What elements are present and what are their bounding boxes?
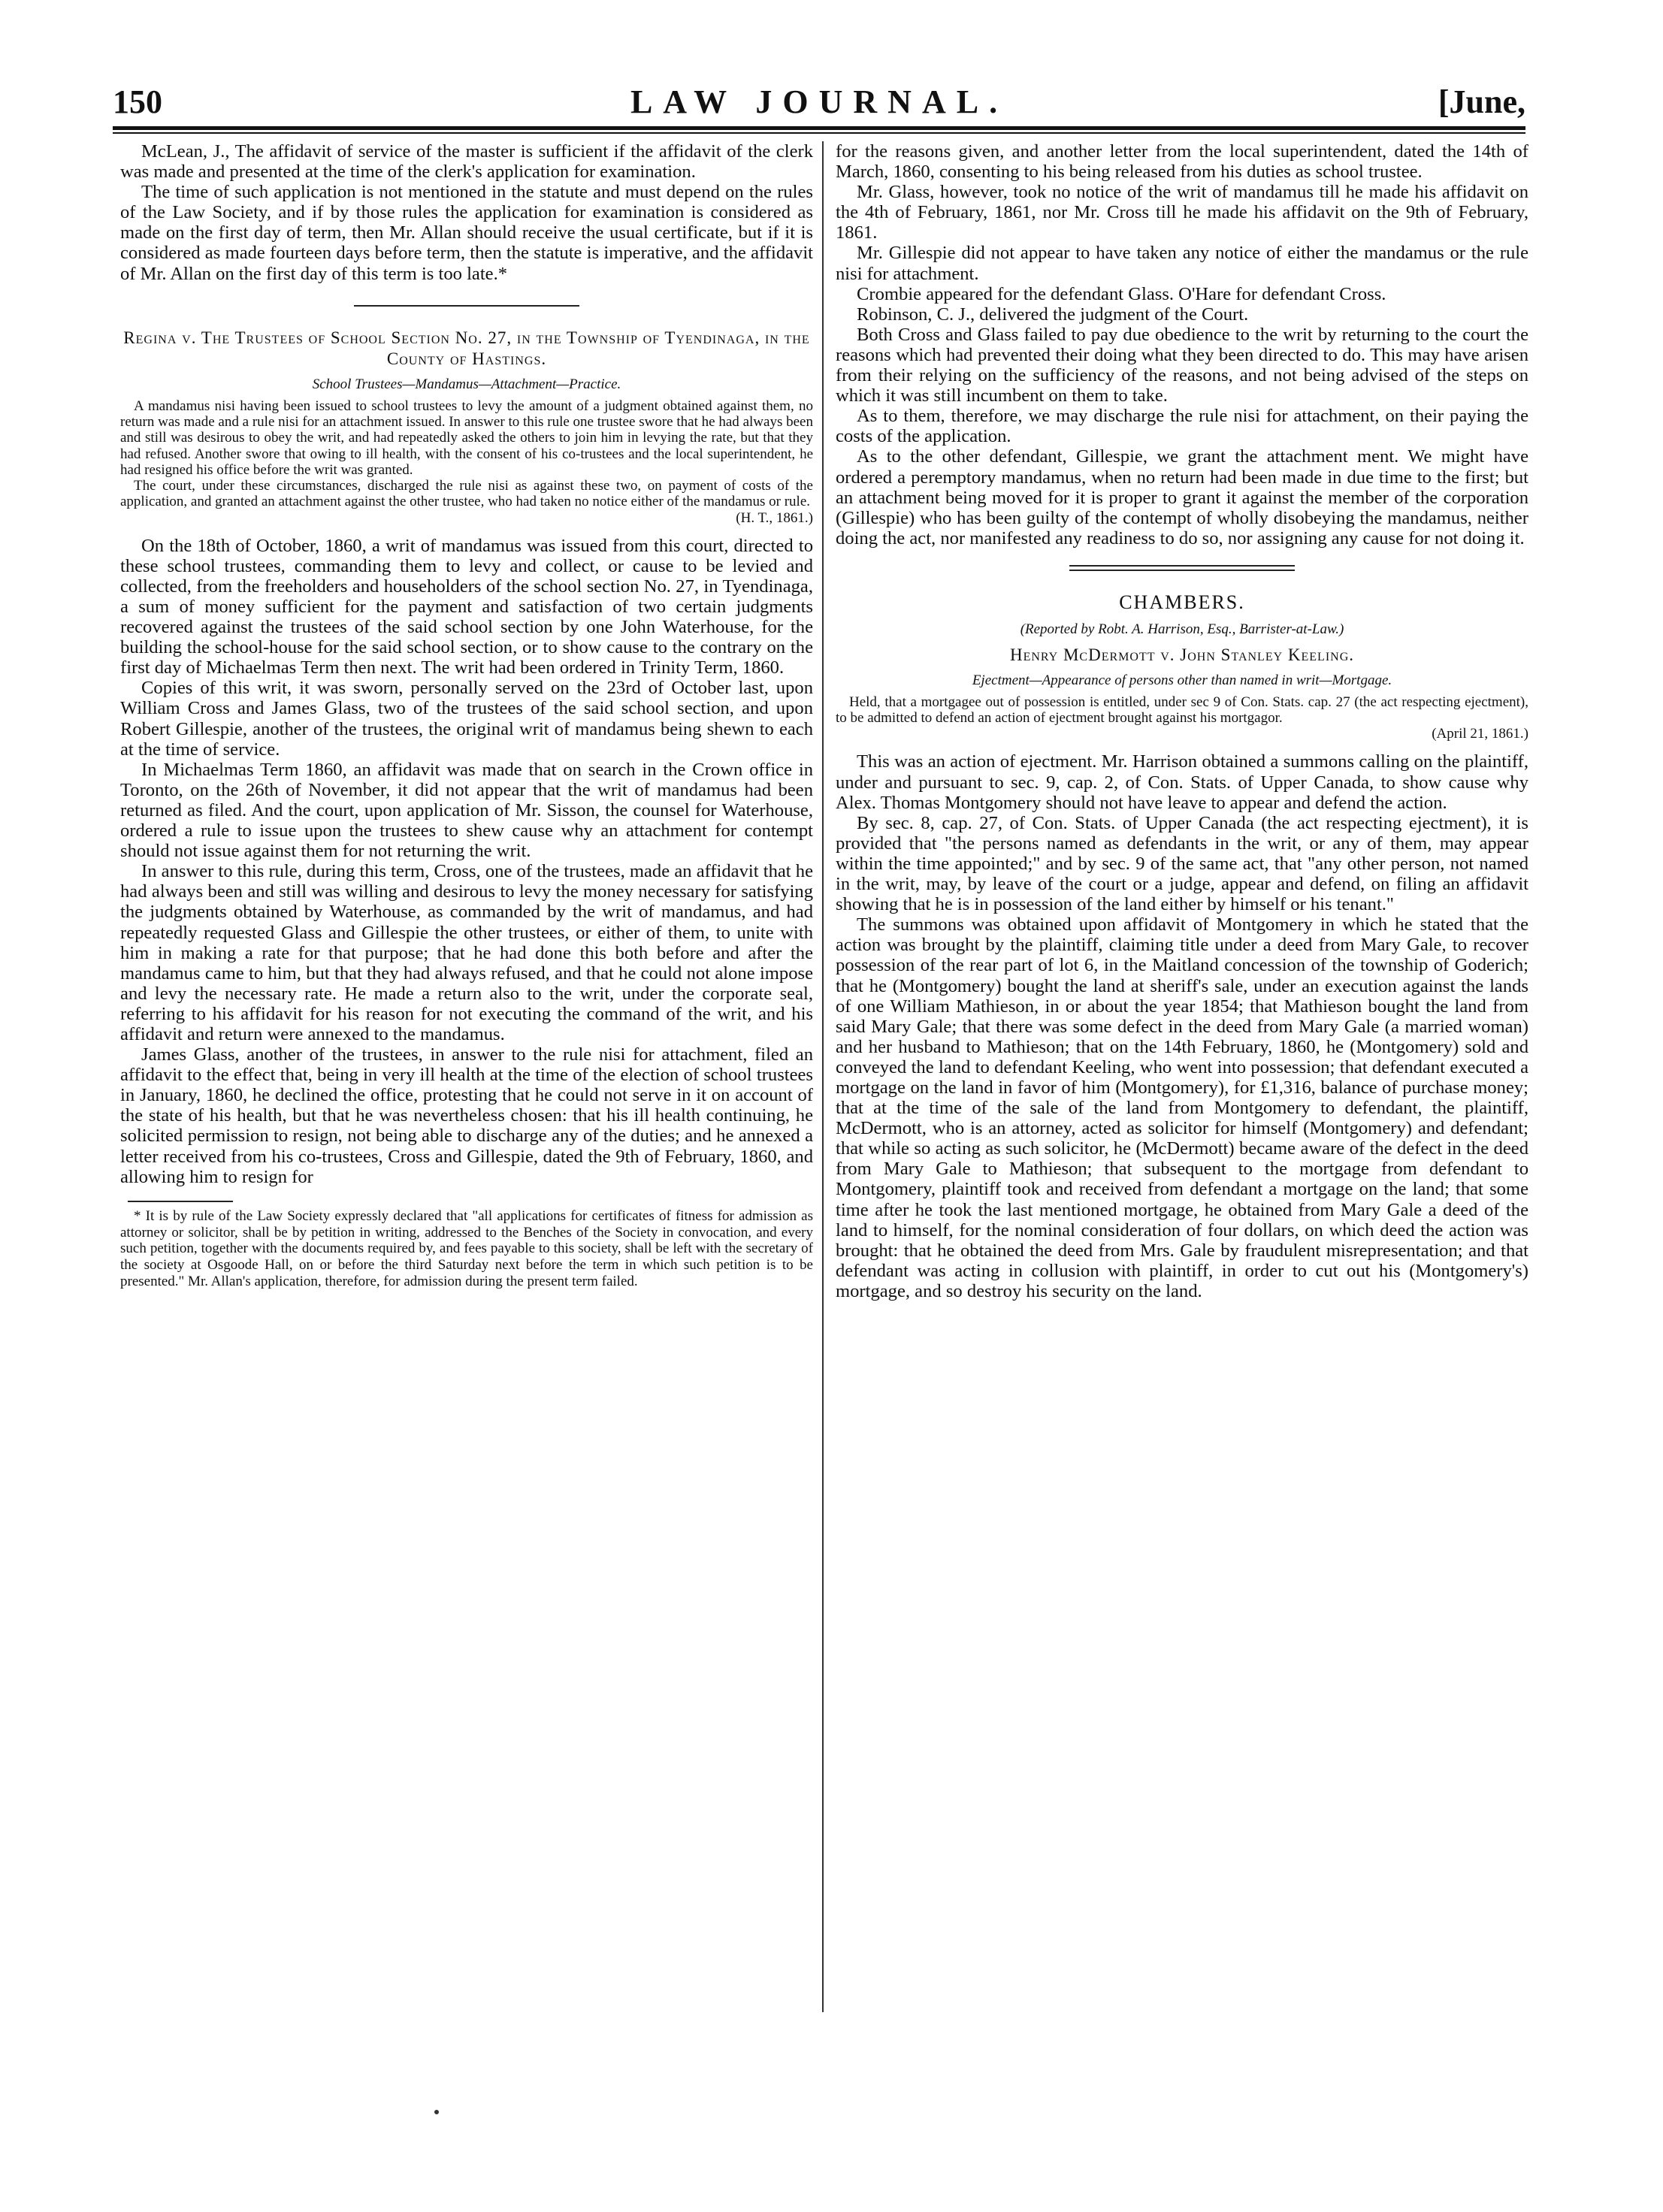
case-subtitle: School Trustees—Mandamus—Attachment—Practice. (312, 376, 621, 392)
paragraph: In Michaelmas Term 1860, an affidavit was made that on search in the Crown office in Toronto, on the 26th of November, it did not appear that the writ of mandamus had been returned as filed. And the court, upon application of Mr. Sisson, the counsel for Waterhouse, ordered a rule to issue upon the trustees to shew cause why an attachment for contempt should not issue against them for not returning the writ. (120, 759, 813, 862)
paragraph: Robinson, C. J., delivered the judgment of the Court. (857, 304, 1249, 325)
footnote: * It is by rule of the Law Society expressly declared that "all applications for certificates of fitness for admission as attorney or solicitor, shall be by petition in writing, addressed to the Benches of the Society in convocation, and every such petition, together with the documents required by, and fees payable to this society, shall be left with the secretary of the society at Osgoode Hall, on or before the third Saturday next before the term in which such petition is to be presented." Mr. Allan's application, therefore, for admission during the present term failed. (120, 1207, 813, 1289)
paragraph: In answer to this rule, during this term, Cross, one of the trustees, made an affidavit that he had always been and still was willing and desirous to levy the money necessary for satisfying the judgments obtained by Waterhouse, as commanded by the writ of mandamus, and had repeatedly requested Glass and Gillespie the other trustees, or either of them, to unite with him in making a rate for that purpose; that he had done this both before and after the mandamus came to him, but that they had always refused, and that he could not alone impose and levy the necessary rate. He made a return also to the writ, under the corporate seal, referring to his affidavit for his reason for not executing the command of the writ, and his affidavit and return were annexed to the mandamus. (120, 861, 813, 1044)
case-subtitle: Ejectment—Appearance of persons other than named in writ—Mortgage. (972, 672, 1392, 688)
paragraph: Copies of this writ, it was sworn, personally served on the 23rd of October last, upon William Cross and James Glass, two of the trustees of the said school section, and upon Robert Gillespie, another of the trustees, the original writ of mandamus being shewn to each at the time of service. (120, 678, 813, 760)
ink-speck (434, 2110, 439, 2114)
paragraph: Mr. Gillespie did not appear to have taken any notice of either the mandamus or the rule nisi for attachment. (836, 243, 1528, 284)
headnote-citation: (H. T., 1861.) (736, 509, 813, 526)
section-divider (354, 305, 579, 307)
headnote: Held, that a mortgagee out of possession is entitled, under sec 9 of Con. Stats. cap. 27 (the act respecting ejectment), to be admitted to defend an action of ejectment brought against his mortgagor. (836, 694, 1528, 727)
paragraph: for the reasons given, and another letter from the local superintendent, dated the 14th of March, 1860, consenting to his being released from his duties as school trustee. (836, 141, 1528, 183)
reporter-line: (Reported by Robt. A. Harrison, Esq., Barrister-at-Law.) (1020, 621, 1344, 637)
paragraph: By sec. 8, cap. 27, of Con. Stats. of Upper Canada (the act respecting ejectment), it is provided that "the persons named as defendants in the writ, or any of them, may appear within the time appointed;" and by sec. 9 of the same act, that "any other person, not named in the writ, may, by leave of the court or a judge, appear and defend, on filing an affidavit showing that he is in possession of the land either by himself or his tenant." (836, 812, 1528, 915)
paragraph: The summons was obtained upon affidavit of Montgomery in which he stated that the action was brought by the plaintiff, claiming title under a deed from Mary Gale, to recover possession of the rear part of lot 6, in the Maitland concession of the township of Goderich; that he (Montgomery) bought the land at sheriff's sale, under an execution against the lands of one William Mathieson, in or about the year 1854; that Mathieson bought the land from said Mary Gale; that there was some defect in the deed from Mary Gale (a married woman) and her husband to Mathieson; that on the 14th February, 1860, he (Montgomery) sold and conveyed the land to defendant Keeling, who went into possession; that defendant executed a mortgage on the land in favor of him (Montgomery), for £1,316, balance of purchase money; that at the time of the sale of the land from Montgomery to defendant, the plaintiff, McDermott, who is an attorney, acted as solicitor for himself (Montgomery) and defendant; that while so acting as such solicitor, he (McDermott) became aware of the defect in the deed from Mary Gale to Mathieson; that subsequent to the mortgage from defendant to Montgomery, plaintiff took and received from defendant a mortgage on the land; that some time after he took the last mentioned mortgage, he obtained from Mary Gale a deed of the land to himself, for the nominal consideration of four dollars, on which deed the action was brought: that he obtained the deed from Mrs. Gale by fraudulent misrepresentation; and that defendant was acting in collusion with plaintiff, in order to cut out his (Montgomery's) mortgage, and so destroy his security on the land. (836, 914, 1528, 1301)
headnote: A mandamus nisi having been issued to school trustees to levy the amount of a judgment obtained against them, no return was made and a rule nisi for an attachment issued. In answer to this rule one trustee swore that he had always been and still was desirous to obey the writ, and had repeatedly asked the others to join him in levying the rate, but that they had refused. Another swore that owing to ill health, with the consent of his co-trustees and the local superintendent, he had resigned his office before the writ was granted. (120, 397, 813, 478)
paragraph: As to them, therefore, we may discharge the rule nisi for attachment, on their paying the costs of the application. (836, 406, 1528, 447)
paragraph: James Glass, another of the trustees, in answer to the rule nisi for attachment, filed an affidavit to the effect that, being in very ill health at the time of the election of school trustees in January, 1860, he declined the office, protesting that he could not serve in it on account of the state of his health, but that he was nevertheless chosen: that his ill health continuing, he solicited permission to resign, not being able to discharge any of the duties; and he annexed a letter received from his co-trustees, Cross and Gillespie, dated the 9th of February, 1860, and allowing him to resign for (120, 1044, 813, 1187)
paragraph: Mr. Glass, however, took no notice of the writ of mandamus till he made his affidavit on the 4th of February, 1861, nor Mr. Cross till he made his affidavit on the 9th of February, 1861. (836, 182, 1528, 243)
paragraph: This was an action of ejectment. Mr. Harrison obtained a summons calling on the plaintiff, under and pursuant to sec. 9, cap. 2, of Con. Stats. of Upper Canada, to show cause why Alex. Thomas Montgomery should not have leave to appear and defend the action. (836, 751, 1528, 813)
case-title: Henry McDermott v. John Stanley Keeling. (1009, 645, 1355, 664)
paragraph: Crombie appeared for the defendant Glass. O'Hare for defendant Cross. (857, 283, 1386, 304)
right-column (836, 141, 1528, 1301)
column-divider (822, 141, 824, 2012)
running-header (113, 83, 1525, 128)
footnote-rule (128, 1201, 233, 1202)
journal-title: LAW JOURNAL. (630, 83, 1008, 120)
paragraph: Both Cross and Glass failed to pay due obedience to the writ by returning to the court the reasons which had prevented their doing what they been directed to do. This may have arisen from their relying on the sufficiency of the reasons, and not being advised of the steps on which it was still incumbent on them to take. (836, 324, 1528, 406)
page-number: 150 (113, 83, 162, 120)
headnote-citation: (April 21, 1861.) (1432, 726, 1528, 742)
headnote: The court, under these circumstances, discharged the rule nisi as against these two, on payment of costs of the application, and granted an attachment against the other trustee, who had taken no notice either of the mandamus or rule. (120, 478, 813, 510)
section-heading: CHAMBERS. (1119, 591, 1245, 613)
left-column (120, 141, 813, 1290)
paragraph: The time of such application is not mentioned in the statute and must depend on the rules of the Law Society, and if by those rules the application for examination is considered as made on the first day of term, then Mr. Allan should receive the usual certificate, but if it is considered as made fourteen days before term, then the statute is imperative, and the affidavit of Mr. Allan on the first day of this term is too late.* (120, 182, 813, 284)
header-rule-thin (113, 132, 1525, 134)
paragraph: McLean, J., The affidavit of service of the master is sufficient if the affidavit of the clerk was made and presented at the time of the clerk's application for examination. (120, 141, 813, 183)
paragraph: On the 18th of October, 1860, a writ of mandamus was issued from this court, directed to these school trustees, commanding them to levy and collect, or cause to be levied and collected, from the freeholders and householders of the school section No. 27, in Tyendinaga, a sum of money sufficient for the payment and satisfaction of two certain judgments recovered against the trustees of the said school section by one John Waterhouse, for the building the school-house for the said school section, or to show cause to the contrary on the first day of Michaelmas Term then next. The writ had been ordered in Trinity Term, 1860. (120, 535, 813, 678)
header-rule-thick (113, 126, 1525, 130)
case-title: Regina v. The Trustees of School Section No. 27, in the Township of Tyendinaga, in the County of Hastings. (123, 328, 810, 368)
header-month: [June, (1438, 83, 1525, 120)
paragraph: As to the other defendant, Gillespie, we grant the attachment ment. We might have ordered a peremptory mandamus, when no return had been made in due time to the first; but an attachment being moved for it is proper to grant it against the member of the corporation (Gillespie) who has been guilty of the contempt of wholly disobeying the mandamus, neither doing the act, nor manifested any readiness to do so, nor assigning any cause for not doing it. (836, 446, 1528, 548)
section-divider (1069, 565, 1295, 571)
